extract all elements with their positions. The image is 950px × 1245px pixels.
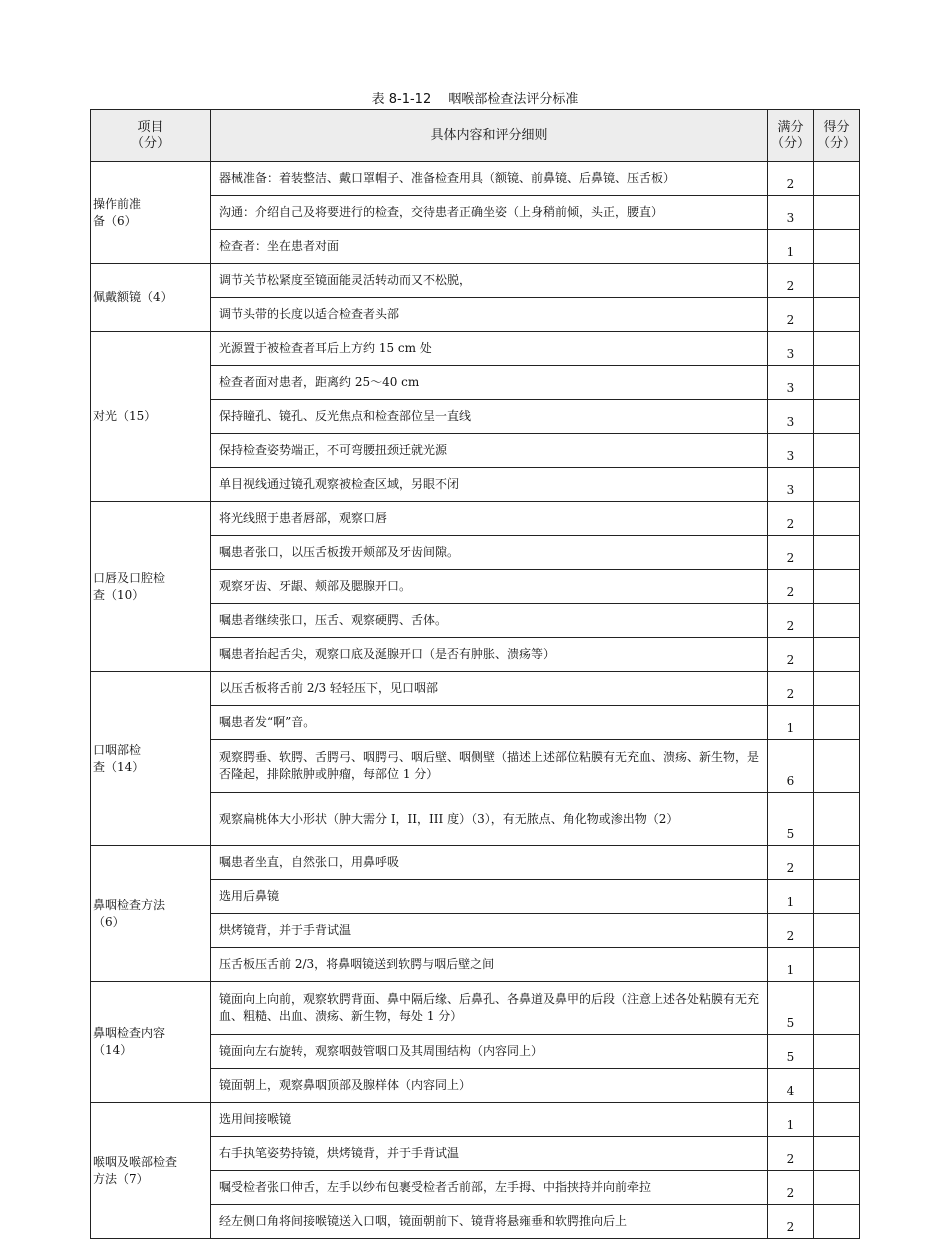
- criteria-text: 嘱患者继续张口，压舌、观察硬腭、舌体。: [211, 604, 768, 638]
- full-score: 1: [768, 230, 814, 264]
- full-score: 3: [768, 332, 814, 366]
- criteria-text: 烘烤镜背，并于手背试温: [211, 914, 768, 948]
- full-score: 2: [768, 638, 814, 672]
- criteria-text: 镜面向左右旋转，观察咽鼓管咽口及其周围结构（内容同上）: [211, 1035, 768, 1069]
- criteria-text: 保持瞳孔、镜孔、反光焦点和检查部位呈一直线: [211, 400, 768, 434]
- criteria-text: 嘱患者发“啊”音。: [211, 706, 768, 740]
- section-name: [91, 672, 211, 846]
- obtained-score-cell: [814, 706, 860, 740]
- obtained-score-cell: [814, 948, 860, 982]
- criteria-text: 单目视线通过镜孔观察被检查区域，另眼不闭: [211, 468, 768, 502]
- full-score: 2: [768, 604, 814, 638]
- section-name-text: 口咽部检 查（14）: [93, 742, 145, 774]
- obtained-score-cell: [814, 196, 860, 230]
- criteria-text: 光源置于被检查者耳后上方约 15 cm 处: [211, 332, 768, 366]
- full-score: 2: [768, 264, 814, 298]
- full-score: 5: [768, 1035, 814, 1069]
- obtained-score-cell: [814, 1035, 860, 1069]
- full-score: 2: [768, 846, 814, 880]
- obtained-score-cell: [814, 162, 860, 196]
- criteria-text: 镜面向上向前，观察软腭背面、鼻中隔后缘、后鼻孔、各鼻道及鼻甲的后段（注意上述各处粘膜有无充血、粗糙、出血、溃疡、新生物，每处 1 分）: [211, 982, 768, 1035]
- full-score: 2: [768, 1205, 814, 1239]
- full-score: 5: [768, 793, 814, 846]
- obtained-score-cell: [814, 672, 860, 706]
- full-score: 1: [768, 706, 814, 740]
- table-row: [91, 846, 860, 880]
- criteria-text: 嘱患者坐直，自然张口，用鼻呼吸: [211, 846, 768, 880]
- criteria-text: 观察牙齿、牙龈、颊部及腮腺开口。: [211, 570, 768, 604]
- section-name-text: 对光（15）: [93, 409, 157, 423]
- criteria-text: 选用后鼻镜: [211, 880, 768, 914]
- full-score: 4: [768, 1069, 814, 1103]
- obtained-score-cell: [814, 366, 860, 400]
- table-row: [91, 264, 860, 298]
- table-title: 表 8-1-12 咽喉部检查法评分标准: [371, 92, 579, 107]
- obtained-score-cell: [814, 793, 860, 846]
- header-full-score: 满分 （分）: [768, 110, 814, 162]
- criteria-text: 压舌板压舌前 2/3，将鼻咽镜送到软腭与咽后壁之间: [211, 948, 768, 982]
- criteria-text: 调节关节松紧度至镜面能灵活转动而又不松脱，: [211, 264, 768, 298]
- full-score: 2: [768, 1137, 814, 1171]
- obtained-score-cell: [814, 230, 860, 264]
- obtained-score-cell: [814, 536, 860, 570]
- section-name-text: 鼻咽检查方法 （6）: [93, 897, 166, 929]
- full-score: 3: [768, 400, 814, 434]
- criteria-text: 观察腭垂、软腭、舌腭弓、咽腭弓、咽后壁、咽侧壁（描述上述部位粘膜有无充血、溃疡、新生物，是否隆起，排除脓肿或肿瘤，每部位 1 分）: [211, 740, 768, 793]
- full-score: 3: [768, 468, 814, 502]
- table-row: [91, 332, 860, 366]
- obtained-score-cell: [814, 434, 860, 468]
- header-content: 具体内容和评分细则: [211, 110, 768, 162]
- full-score: 2: [768, 502, 814, 536]
- criteria-text: 嘱受检者张口伸舌，左手以纱布包裹受检者舌前部，左手拇、中指挟持并向前牵拉: [211, 1171, 768, 1205]
- obtained-score-cell: [814, 1137, 860, 1171]
- section-name: [91, 1103, 211, 1239]
- table-row: [91, 672, 860, 706]
- full-score: 3: [768, 196, 814, 230]
- full-score: 2: [768, 162, 814, 196]
- section-name-text: 口唇及口腔检 查（10）: [93, 570, 166, 602]
- section-name: [91, 264, 211, 332]
- header-item: 项目 （分）: [91, 110, 211, 162]
- obtained-score-cell: [814, 604, 860, 638]
- full-score: 3: [768, 434, 814, 468]
- obtained-score-cell: [814, 846, 860, 880]
- criteria-text: 检查者：坐在患者对面: [211, 230, 768, 264]
- section-name-text: 操作前准 备（6）: [93, 196, 142, 228]
- table-row: [91, 502, 860, 536]
- obtained-score-cell: [814, 1069, 860, 1103]
- table-row: [91, 1103, 860, 1137]
- criteria-text: 沟通：介绍自己及将要进行的检查，交待患者正确坐姿（上身稍前倾，头正，腰直）: [211, 196, 768, 230]
- full-score: 3: [768, 366, 814, 400]
- obtained-score-cell: [814, 400, 860, 434]
- criteria-text: 检查者面对患者，距离约 25～40 cm: [211, 366, 768, 400]
- table-row: [91, 982, 860, 1035]
- obtained-score-cell: [814, 332, 860, 366]
- full-score: 2: [768, 914, 814, 948]
- section-name-text: 佩戴额镜（4）: [93, 290, 173, 304]
- obtained-score-cell: [814, 1205, 860, 1239]
- criteria-text: 右手执笔姿势持镜，烘烤镜背，并于手背试温: [211, 1137, 768, 1171]
- header-row: [91, 110, 860, 162]
- full-score: 2: [768, 672, 814, 706]
- full-score: 1: [768, 948, 814, 982]
- criteria-text: 经左侧口角将间接喉镜送入口咽，镜面朝前下、镜背将悬雍垂和软腭推向后上: [211, 1205, 768, 1239]
- obtained-score-cell: [814, 914, 860, 948]
- obtained-score-cell: [814, 570, 860, 604]
- obtained-score-cell: [814, 638, 860, 672]
- criteria-text: 镜面朝上，观察鼻咽顶部及腺样体（内容同上）: [211, 1069, 768, 1103]
- full-score: 2: [768, 536, 814, 570]
- obtained-score-cell: [814, 982, 860, 1035]
- criteria-text: 将光线照于患者唇部，观察口唇: [211, 502, 768, 536]
- section-name-text: 喉咽及喉部检查 方法（7）: [93, 1154, 178, 1186]
- criteria-text: 选用间接喉镜: [211, 1103, 768, 1137]
- criteria-text: 嘱患者张口，以压舌板拨开颊部及牙齿间隙。: [211, 536, 768, 570]
- full-score: 1: [768, 1103, 814, 1137]
- table-row: [91, 162, 860, 196]
- section-name: [91, 846, 211, 982]
- criteria-text: 观察扁桃体大小形状（肿大需分 I，II，III 度）（3），有无脓点、角化物或渗出物（2）: [211, 793, 768, 846]
- full-score: 6: [768, 740, 814, 793]
- full-score: 2: [768, 1171, 814, 1205]
- obtained-score-cell: [814, 502, 860, 536]
- obtained-score-cell: [814, 468, 860, 502]
- obtained-score-cell: [814, 740, 860, 793]
- scoring-table: [90, 109, 860, 1239]
- table-body: [91, 162, 860, 1239]
- section-name: [91, 982, 211, 1103]
- obtained-score-cell: [814, 264, 860, 298]
- obtained-score-cell: [814, 1171, 860, 1205]
- section-name: [91, 332, 211, 502]
- criteria-text: 以压舌板将舌前 2/3 轻轻压下，见口咽部: [211, 672, 768, 706]
- obtained-score-cell: [814, 298, 860, 332]
- obtained-score-cell: [814, 880, 860, 914]
- criteria-text: 保持检查姿势端正，不可弯腰扭颈迁就光源: [211, 434, 768, 468]
- full-score: 5: [768, 982, 814, 1035]
- full-score: 2: [768, 298, 814, 332]
- criteria-text: 嘱患者抬起舌尖，观察口底及涎腺开口（是否有肿胀、溃疡等）: [211, 638, 768, 672]
- criteria-text: 器械准备：着装整洁、戴口罩帽子、准备检查用具（额镜、前鼻镜、后鼻镜、压舌板）: [211, 162, 768, 196]
- section-name: [91, 162, 211, 264]
- full-score: 2: [768, 570, 814, 604]
- criteria-text: 调节头带的长度以适合检查者头部: [211, 298, 768, 332]
- section-name: [91, 502, 211, 672]
- full-score: 1: [768, 880, 814, 914]
- header-obtained-score: 得分 （分）: [814, 110, 860, 162]
- section-name-text: 鼻咽检查内容 （14）: [93, 1026, 166, 1057]
- obtained-score-cell: [814, 1103, 860, 1137]
